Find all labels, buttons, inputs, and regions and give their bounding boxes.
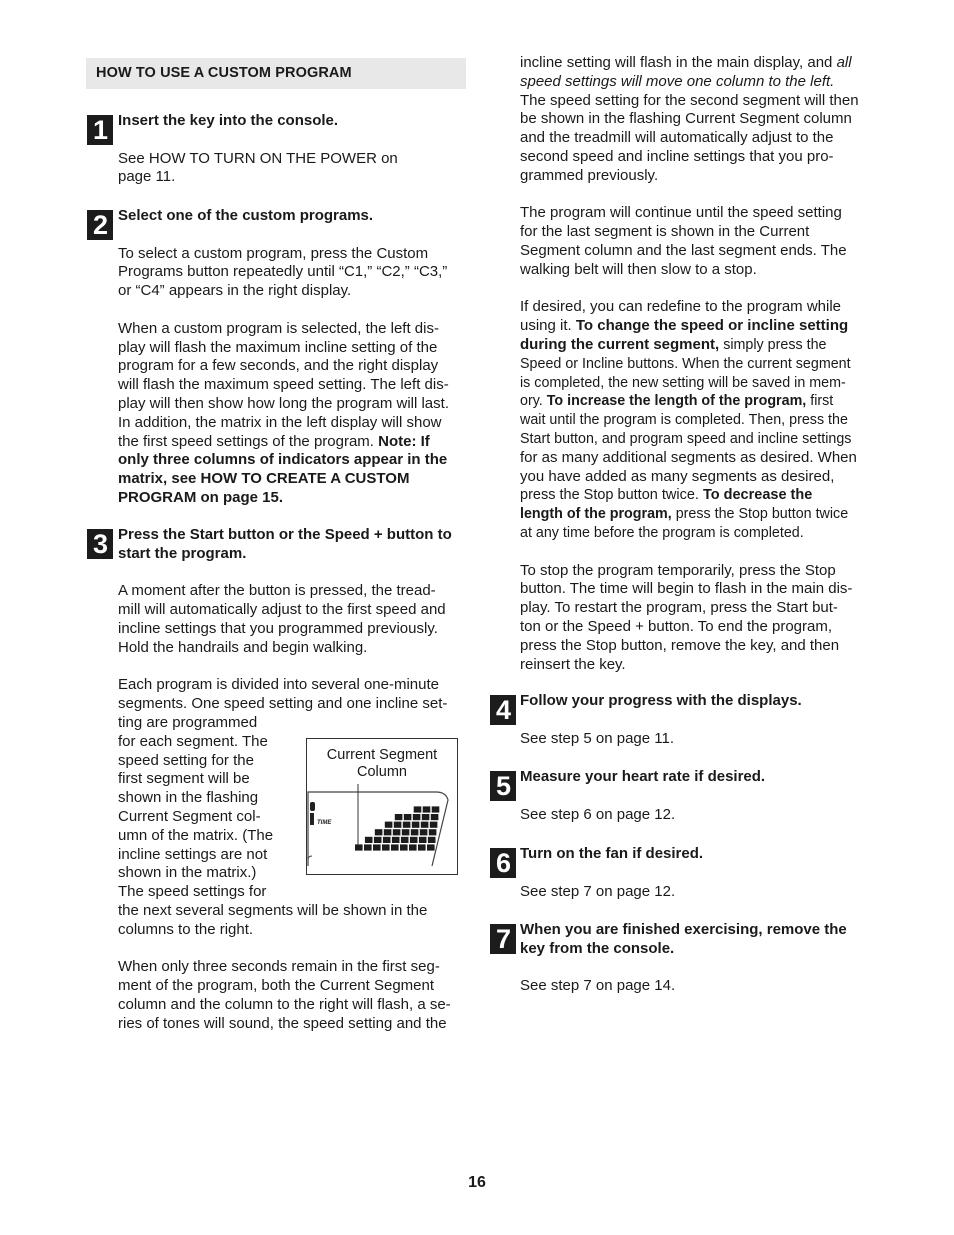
- right-line: play. To restart the program, press the Start but-: [520, 599, 838, 617]
- step-number-3: 3: [87, 529, 113, 559]
- step-1: [118, 112, 466, 187]
- matrix-cell: [413, 814, 421, 820]
- step-3-line: for each segment. The: [118, 732, 268, 750]
- matrix-cell: [432, 806, 440, 812]
- step-number-6: 6: [490, 848, 516, 878]
- matrix-cell: [430, 822, 438, 828]
- step-7-body: See step 7 on page 14.: [520, 977, 676, 995]
- step-3-line: ries of tones will sound, the speed setting and the: [118, 1014, 447, 1032]
- right-line: for the last segment is shown in the Current: [520, 223, 810, 241]
- page-number: 16: [468, 1174, 486, 1191]
- matrix-cell: [404, 814, 412, 820]
- right-line: incline setting will flash in the main display, and all: [520, 54, 852, 71]
- matrix-cell: [391, 844, 399, 850]
- matrix-cell: [409, 844, 417, 850]
- matrix-cell: [410, 837, 418, 843]
- step-7: [520, 921, 874, 996]
- right-line: during the current segment, simply press the: [520, 335, 827, 353]
- step-3-line: umn of the matrix. (The: [118, 826, 274, 844]
- step-3-line: shown in the flashing: [118, 789, 259, 807]
- matrix-cell: [384, 829, 392, 835]
- right-line: If desired, you can redefine to the program while: [520, 298, 842, 316]
- step-2-line: play will flash the maximum incline setting of the: [118, 338, 438, 356]
- right-line: and the treadmill will automatically adjust to the: [520, 129, 834, 147]
- step-6-body: See step 7 on page 12.: [520, 882, 676, 900]
- matrix-cell: [395, 814, 403, 820]
- step-2-line: will flash the maximum speed setting. The left dis-: [118, 376, 449, 394]
- right-line: ory. To increase the length of the program, first: [520, 393, 834, 410]
- step-7-heading: key from the console.: [520, 939, 675, 957]
- right-line: is completed, the new setting will be saved in mem-: [520, 374, 846, 391]
- step-2-line: program for a few seconds, and the right display: [118, 357, 439, 375]
- right-line: The speed setting for the second segment will then: [520, 91, 859, 109]
- matrix-cell: [392, 837, 400, 843]
- right-line: you have added as many segments as desired,: [520, 467, 835, 485]
- matrix-cell: [429, 829, 437, 835]
- step-3-line: columns to the right.: [118, 920, 254, 938]
- step-3-line: the next several segments will be shown in the: [118, 901, 428, 919]
- step-3-line: speed setting for the: [118, 751, 254, 769]
- matrix-cell: [403, 822, 411, 828]
- step-3-heading: start the program.: [118, 544, 247, 562]
- right-line: reinsert the key.: [520, 655, 626, 673]
- matrix-cell: [428, 837, 436, 843]
- matrix-cell: [365, 837, 373, 843]
- right-line: at any time before the program is completed.: [520, 524, 804, 541]
- note-text: only three columns of indicators appear in the: [118, 451, 448, 469]
- matrix-cells: [355, 806, 439, 850]
- figure-label: Current Segment: [326, 747, 438, 763]
- note-text: PROGRAM on page 15.: [118, 488, 284, 506]
- right-line: To stop the program temporarily, press the Stop: [520, 561, 836, 579]
- step-1-heading: Insert the key into the console.: [118, 112, 339, 129]
- matrix-cell: [431, 814, 439, 820]
- step-3-line: Current Segment col-: [118, 807, 261, 825]
- step-5: [520, 768, 874, 824]
- step-number-4: 4: [490, 695, 516, 725]
- step-3-line: shown in the matrix.): [118, 864, 257, 882]
- step-3-heading: Press the Start button or the Speed + button to: [118, 526, 452, 543]
- step-number-1: 1: [87, 115, 113, 145]
- note-text: matrix, see HOW TO CREATE A CUSTOM: [118, 470, 410, 488]
- step-3-line: ting are programmed: [118, 713, 258, 731]
- step-2: [118, 207, 466, 508]
- step-3-line: column and the column to the right will flash, a se-: [118, 995, 451, 1013]
- step-2-line: or “C4” appears in the right display.: [118, 282, 352, 300]
- right-line: speed settings will move one column to the left.: [520, 72, 835, 90]
- step-3-line: segments. One speed setting and one incline set-: [118, 695, 448, 713]
- matrix-cell: [355, 844, 363, 850]
- step-number-5: 5: [490, 771, 516, 801]
- right-column-text: [520, 54, 874, 674]
- matrix-cell: [393, 829, 401, 835]
- step-1-line: page 11.: [118, 168, 176, 186]
- matrix-cell: [414, 806, 422, 812]
- step-6-heading: Turn on the fan if desired.: [520, 845, 704, 862]
- step-3-line: first segment will be: [118, 770, 250, 788]
- step-3-line: ment of the program, both the Current Segment: [118, 977, 435, 995]
- step-5-body: See step 6 on page 12.: [520, 805, 676, 823]
- step-3-line: incline settings that you programmed previously.: [118, 619, 438, 637]
- matrix-cell: [402, 829, 410, 835]
- matrix-cell: [423, 806, 431, 812]
- matrix-cell: [427, 844, 435, 850]
- matrix-cell: [383, 837, 391, 843]
- matrix-cell: [421, 822, 429, 828]
- step-3-line: The speed settings for: [118, 883, 267, 901]
- step-3-line: incline settings are not: [118, 845, 268, 863]
- right-line: ton or the Speed + button. To end the program,: [520, 617, 833, 635]
- matrix-cell: [400, 844, 408, 850]
- right-line: press the Stop button, remove the key, and then: [520, 636, 840, 654]
- matrix-cell: [418, 844, 426, 850]
- step-4: [520, 692, 874, 748]
- matrix-cell: [373, 844, 381, 850]
- matrix-display: [306, 738, 458, 875]
- right-line: press the Stop button twice. To decrease the: [520, 487, 813, 504]
- right-line: second speed and incline settings that you pro-: [520, 147, 834, 165]
- step-2-line: play will then show how long the program will last.: [118, 394, 449, 412]
- step-7-heading: When you are finished exercising, remove the: [520, 921, 847, 938]
- matrix-cell: [420, 829, 428, 835]
- step-2-line: In addition, the matrix in the left display will show: [118, 413, 442, 431]
- step-3-line: When only three seconds remain in the first seg-: [118, 958, 440, 976]
- matrix-cell: [401, 837, 409, 843]
- step-2-line: When a custom program is selected, the left dis-: [118, 319, 439, 337]
- figure-label: Column: [357, 764, 407, 780]
- matrix-cell: [412, 822, 420, 828]
- right-line: The program will continue until the speed setting: [520, 204, 842, 222]
- matrix-cell: [374, 837, 382, 843]
- step-number-7: 7: [490, 924, 516, 954]
- matrix-cell: [422, 814, 430, 820]
- step-4-body: See step 5 on page 11.: [520, 729, 675, 747]
- step-3-line: mill will automatically adjust to the first speed and: [118, 601, 446, 619]
- matrix-cell: [385, 822, 393, 828]
- matrix-cell: [411, 829, 419, 835]
- step-1-line: See HOW TO TURN ON THE POWER on: [118, 149, 398, 167]
- step-2-line: the first speed settings of the program. Note: If: [118, 432, 430, 450]
- console-display-figure: [306, 738, 458, 875]
- right-line: Speed or Incline buttons. When the current segment: [520, 355, 851, 372]
- note-text: Note: If: [378, 432, 430, 450]
- step-2-line: Programs button repeatedly until “C1,” “C2,” “C3,”: [118, 263, 448, 281]
- runner-icon: [310, 802, 315, 825]
- step-3-line: Hold the handrails and begin walking.: [118, 638, 368, 656]
- right-line: length of the program, press the Stop button twice: [520, 506, 849, 523]
- step-2-heading: Select one of the custom programs.: [118, 207, 374, 224]
- right-line: button. The time will begin to flash in the main dis-: [520, 580, 853, 598]
- right-line: be shown in the flashing Current Segment column: [520, 110, 852, 128]
- matrix-cell: [382, 844, 390, 850]
- step-4-heading: Follow your progress with the displays.: [520, 692, 802, 709]
- matrix-cell: [394, 822, 402, 828]
- matrix-cell: [364, 844, 372, 850]
- step-5-heading: Measure your heart rate if desired.: [520, 768, 766, 785]
- matrix-cell: [375, 829, 383, 835]
- right-line: wait until the program is completed. Then, press the: [520, 412, 848, 429]
- right-line: Start button, and program speed and incline settings: [520, 430, 852, 447]
- time-label: TIME: [317, 820, 332, 826]
- step-2-line: To select a custom program, press the Custom: [118, 244, 429, 262]
- step-3-line: Each program is divided into several one-minute: [118, 676, 439, 694]
- right-line: walking belt will then slow to a stop.: [520, 260, 757, 278]
- right-line: Segment column and the last segment ends. The: [520, 241, 847, 259]
- section-title: HOW TO USE A CUSTOM PROGRAM: [96, 65, 352, 81]
- right-line: for as many additional segments as desired. When: [520, 448, 857, 466]
- right-line: grammed previously.: [520, 166, 659, 184]
- matrix-cell: [419, 837, 427, 843]
- step-number-2: 2: [87, 210, 113, 240]
- step-3-line: A moment after the button is pressed, the tread-: [118, 582, 436, 600]
- right-line: using it. To change the speed or incline setting: [520, 317, 849, 335]
- step-6: [520, 845, 874, 901]
